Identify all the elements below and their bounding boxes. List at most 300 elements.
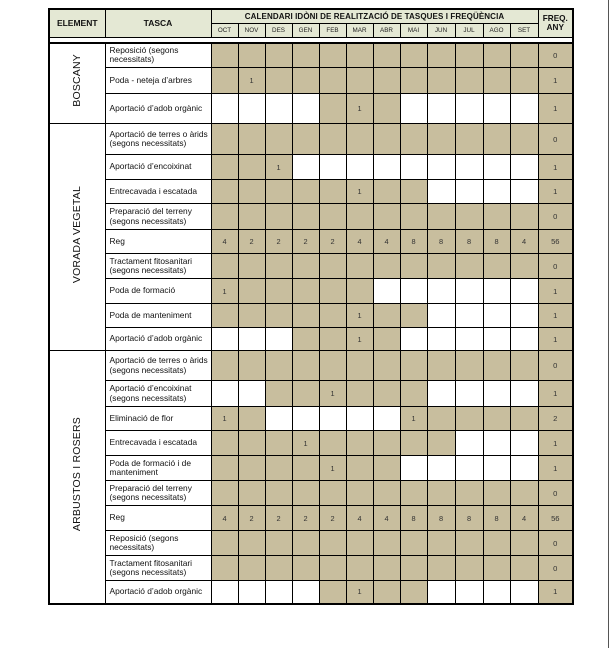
calendar-cell-abr xyxy=(373,180,400,204)
calendar-cell-gen xyxy=(292,155,319,180)
calendar-cell-nov xyxy=(238,304,265,328)
calendar-cell-jun xyxy=(427,351,455,381)
calendar-cell-gen xyxy=(292,304,319,328)
calendar-cell-feb xyxy=(319,43,346,68)
calendar-cell-feb: 2 xyxy=(319,506,346,531)
calendar-cell-mai xyxy=(400,456,427,481)
task-name: Tractament fitosanitari (segons necessitats) xyxy=(105,556,211,581)
annual-frequency: 1 xyxy=(538,581,573,604)
task-row xyxy=(49,304,573,328)
annual-frequency: 1 xyxy=(538,381,573,407)
calendar-cell-nov xyxy=(238,481,265,506)
annual-frequency: 0 xyxy=(538,124,573,155)
task-row xyxy=(49,581,573,604)
calendar-cell-mai xyxy=(400,43,427,68)
month-header-feb: FEB xyxy=(319,23,346,37)
month-header-mar: MAR xyxy=(346,23,373,37)
calendar-cell-abr xyxy=(373,279,400,304)
calendar-cell-oct xyxy=(211,124,238,155)
calendar-cell-set: 4 xyxy=(510,506,538,531)
calendar-cell-mar: 1 xyxy=(346,328,373,351)
calendar-cell-set xyxy=(510,531,538,556)
task-name: Reg xyxy=(105,506,211,531)
annual-frequency: 56 xyxy=(538,506,573,531)
calendar-cell-jun xyxy=(427,254,455,279)
calendar-cell-oct xyxy=(211,581,238,604)
calendar-cell-feb: 1 xyxy=(319,381,346,407)
calendar-cell-des xyxy=(265,381,292,407)
column-header-annual-frequency xyxy=(538,9,573,37)
calendar-cell-mai xyxy=(400,431,427,456)
calendar-cell-ago xyxy=(483,254,510,279)
annual-frequency: 0 xyxy=(538,43,573,68)
page-edge-divider xyxy=(608,0,609,648)
calendar-cell-mar: 1 xyxy=(346,180,373,204)
month-header-des: DES xyxy=(265,23,292,37)
calendar-cell-set xyxy=(510,481,538,506)
calendar-cell-jul xyxy=(455,381,483,407)
calendar-cell-mai xyxy=(400,204,427,230)
calendar-cell-nov xyxy=(238,328,265,351)
task-name: Aportació d’encoixinat (segons necessitats) xyxy=(105,381,211,407)
task-row xyxy=(49,254,573,279)
calendar-cell-jun xyxy=(427,531,455,556)
calendar-cell-jul xyxy=(455,531,483,556)
task-row xyxy=(49,230,573,254)
calendar-cell-ago xyxy=(483,407,510,431)
calendar-cell-jul xyxy=(455,180,483,204)
calendar-cell-mar xyxy=(346,431,373,456)
calendar-cell-abr xyxy=(373,581,400,604)
calendar-cell-nov xyxy=(238,431,265,456)
annual-frequency: 0 xyxy=(538,556,573,581)
calendar-cell-des xyxy=(265,204,292,230)
calendar-cell-jul xyxy=(455,204,483,230)
calendar-cell-abr xyxy=(373,456,400,481)
calendar-cell-jul xyxy=(455,351,483,381)
calendar-cell-des: 2 xyxy=(265,230,292,254)
calendar-cell-jun xyxy=(427,68,455,94)
element-group-cell xyxy=(49,43,105,124)
calendar-cell-nov: 1 xyxy=(238,68,265,94)
calendar-cell-mai xyxy=(400,481,427,506)
calendar-cell-oct xyxy=(211,304,238,328)
calendar-cell-mar xyxy=(346,43,373,68)
calendar-cell-gen xyxy=(292,407,319,431)
calendar-cell-feb xyxy=(319,481,346,506)
calendar-cell-abr: 4 xyxy=(373,230,400,254)
calendar-cell-nov xyxy=(238,531,265,556)
calendar-cell-mai xyxy=(400,531,427,556)
calendar-cell-ago xyxy=(483,328,510,351)
header-row-title xyxy=(49,9,573,23)
calendar-cell-feb xyxy=(319,351,346,381)
calendar-cell-set xyxy=(510,351,538,381)
calendar-cell-set xyxy=(510,180,538,204)
calendar-cell-jul xyxy=(455,254,483,279)
annual-frequency: 1 xyxy=(538,431,573,456)
calendar-cell-jun xyxy=(427,481,455,506)
task-name: Eliminació de flor xyxy=(105,407,211,431)
calendar-title: CALENDARI IDÒNI DE REALITZACIÓ DE TASQUES I FREQÜÈNCIA xyxy=(211,9,538,23)
calendar-cell-jun xyxy=(427,456,455,481)
calendar-cell-feb xyxy=(319,155,346,180)
calendar-cell-set xyxy=(510,581,538,604)
calendar-cell-gen: 2 xyxy=(292,230,319,254)
calendar-cell-oct xyxy=(211,431,238,456)
calendar-cell-des xyxy=(265,180,292,204)
calendar-cell-mar xyxy=(346,68,373,94)
task-name: Poda de manteniment xyxy=(105,304,211,328)
calendar-cell-gen xyxy=(292,351,319,381)
calendar-cell-oct xyxy=(211,94,238,124)
month-header-set: SET xyxy=(510,23,538,37)
month-header-jul: JUL xyxy=(455,23,483,37)
calendar-cell-jul: 8 xyxy=(455,506,483,531)
calendar-cell-mar xyxy=(346,381,373,407)
calendar-cell-mar xyxy=(346,124,373,155)
task-name: Preparació del terreny (segons necessitats) xyxy=(105,481,211,506)
calendar-cell-feb xyxy=(319,124,346,155)
task-name: Aportació d’adob orgànic xyxy=(105,581,211,604)
calendar-cell-des xyxy=(265,431,292,456)
calendar-cell-ago xyxy=(483,304,510,328)
task-name: Tractament fitosanitari (segons necessitats) xyxy=(105,254,211,279)
calendar-cell-nov xyxy=(238,43,265,68)
annual-frequency: 1 xyxy=(538,180,573,204)
task-row xyxy=(49,94,573,124)
calendar-cell-set xyxy=(510,407,538,431)
task-name: Reposició (segons necessitats) xyxy=(105,43,211,68)
calendar-cell-abr xyxy=(373,304,400,328)
element-group-label: ARBUSTOS I ROSERS xyxy=(71,417,84,532)
calendar-cell-gen xyxy=(292,68,319,94)
calendar-cell-abr xyxy=(373,556,400,581)
calendar-cell-ago xyxy=(483,431,510,456)
calendar-cell-gen: 1 xyxy=(292,431,319,456)
calendar-cell-abr xyxy=(373,481,400,506)
element-group-label: BOSCANY xyxy=(71,54,84,108)
calendar-cell-ago xyxy=(483,456,510,481)
calendar-cell-jul xyxy=(455,407,483,431)
calendar-cell-gen xyxy=(292,531,319,556)
calendar-cell-abr xyxy=(373,351,400,381)
calendar-cell-mar xyxy=(346,481,373,506)
month-header-ago: AGO xyxy=(483,23,510,37)
calendar-cell-des: 1 xyxy=(265,155,292,180)
annual-frequency: 1 xyxy=(538,456,573,481)
calendar-cell-des: 2 xyxy=(265,506,292,531)
task-name: Poda - neteja d’arbres xyxy=(105,68,211,94)
month-header-mai: MAI xyxy=(400,23,427,37)
calendar-cell-set xyxy=(510,456,538,481)
annual-frequency: 1 xyxy=(538,94,573,124)
calendar-cell-ago xyxy=(483,43,510,68)
calendar-cell-ago: 8 xyxy=(483,230,510,254)
column-header-task: TASCA xyxy=(105,9,211,37)
calendar-cell-set xyxy=(510,381,538,407)
calendar-cell-set xyxy=(510,279,538,304)
calendar-cell-jun xyxy=(427,381,455,407)
annual-frequency: 0 xyxy=(538,254,573,279)
calendar-cell-ago xyxy=(483,279,510,304)
calendar-cell-gen xyxy=(292,456,319,481)
calendar-cell-des xyxy=(265,351,292,381)
task-row xyxy=(49,351,573,381)
task-row xyxy=(49,68,573,94)
calendar-cell-set xyxy=(510,155,538,180)
calendar-cell-nov xyxy=(238,94,265,124)
calendar-cell-oct xyxy=(211,43,238,68)
calendar-cell-nov xyxy=(238,581,265,604)
calendar-cell-oct xyxy=(211,180,238,204)
calendar-cell-mar xyxy=(346,407,373,431)
calendar-cell-jun xyxy=(427,155,455,180)
annual-frequency: 56 xyxy=(538,230,573,254)
calendar-cell-ago xyxy=(483,204,510,230)
calendar-cell-mar xyxy=(346,155,373,180)
calendar-cell-abr xyxy=(373,381,400,407)
task-row xyxy=(49,431,573,456)
calendar-cell-oct xyxy=(211,456,238,481)
calendar-cell-jun xyxy=(427,43,455,68)
calendar-cell-abr xyxy=(373,531,400,556)
task-row xyxy=(49,279,573,304)
calendar-cell-ago xyxy=(483,68,510,94)
month-header-nov: NOV xyxy=(238,23,265,37)
task-name: Preparació del terreny (segons necessitats) xyxy=(105,204,211,230)
calendar-cell-des xyxy=(265,328,292,351)
calendar-cell-mai xyxy=(400,68,427,94)
calendar-cell-abr xyxy=(373,407,400,431)
freq-header-line1: FREQ. xyxy=(542,14,568,24)
calendar-cell-des xyxy=(265,68,292,94)
calendar-cell-abr xyxy=(373,155,400,180)
calendar-cell-mai xyxy=(400,180,427,204)
calendar-cell-mai xyxy=(400,279,427,304)
calendar-cell-jun xyxy=(427,431,455,456)
calendar-cell-nov xyxy=(238,204,265,230)
task-row xyxy=(49,481,573,506)
month-header-jun: JUN xyxy=(427,23,455,37)
calendar-cell-ago xyxy=(483,381,510,407)
calendar-cell-mar xyxy=(346,279,373,304)
calendar-cell-feb xyxy=(319,204,346,230)
task-row xyxy=(49,43,573,68)
calendar-cell-oct: 1 xyxy=(211,407,238,431)
calendar-cell-feb xyxy=(319,407,346,431)
calendar-cell-feb xyxy=(319,556,346,581)
calendar-cell-set xyxy=(510,328,538,351)
calendar-cell-gen xyxy=(292,328,319,351)
calendar-cell-abr xyxy=(373,328,400,351)
calendar-cell-ago xyxy=(483,94,510,124)
calendar-cell-jul: 8 xyxy=(455,230,483,254)
task-row xyxy=(49,204,573,230)
maintenance-schedule-table xyxy=(48,8,574,605)
calendar-cell-nov: 2 xyxy=(238,230,265,254)
calendar-cell-feb: 2 xyxy=(319,230,346,254)
calendar-cell-abr xyxy=(373,204,400,230)
calendar-cell-gen xyxy=(292,204,319,230)
calendar-cell-des xyxy=(265,94,292,124)
calendar-cell-mar: 1 xyxy=(346,304,373,328)
annual-frequency: 1 xyxy=(538,279,573,304)
calendar-cell-set: 4 xyxy=(510,230,538,254)
calendar-cell-feb xyxy=(319,328,346,351)
calendar-cell-jul xyxy=(455,43,483,68)
calendar-cell-mai xyxy=(400,328,427,351)
calendar-cell-oct xyxy=(211,481,238,506)
annual-frequency: 0 xyxy=(538,531,573,556)
calendar-cell-ago xyxy=(483,180,510,204)
calendar-cell-oct: 4 xyxy=(211,230,238,254)
calendar-cell-nov xyxy=(238,180,265,204)
calendar-cell-des xyxy=(265,254,292,279)
calendar-cell-jun xyxy=(427,94,455,124)
calendar-cell-mai xyxy=(400,556,427,581)
calendar-cell-feb xyxy=(319,94,346,124)
calendar-cell-mai xyxy=(400,351,427,381)
calendar-cell-mar: 1 xyxy=(346,581,373,604)
calendar-cell-gen xyxy=(292,381,319,407)
calendar-cell-jul xyxy=(455,328,483,351)
task-name: Reposició (segons necessitats) xyxy=(105,531,211,556)
calendar-cell-set xyxy=(510,556,538,581)
calendar-cell-oct xyxy=(211,155,238,180)
calendar-cell-oct xyxy=(211,351,238,381)
calendar-cell-set xyxy=(510,204,538,230)
calendar-cell-oct xyxy=(211,328,238,351)
task-row xyxy=(49,381,573,407)
calendar-cell-jun: 8 xyxy=(427,506,455,531)
calendar-cell-mai xyxy=(400,124,427,155)
calendar-cell-gen xyxy=(292,124,319,155)
calendar-cell-feb xyxy=(319,531,346,556)
task-row xyxy=(49,180,573,204)
calendar-cell-des xyxy=(265,556,292,581)
calendar-cell-mai xyxy=(400,304,427,328)
task-name: Aportació d’adob orgànic xyxy=(105,94,211,124)
calendar-cell-mar xyxy=(346,351,373,381)
calendar-cell-jun xyxy=(427,204,455,230)
calendar-cell-set xyxy=(510,304,538,328)
calendar-cell-set xyxy=(510,431,538,456)
calendar-cell-gen xyxy=(292,254,319,279)
calendar-cell-feb xyxy=(319,581,346,604)
annual-frequency: 0 xyxy=(538,481,573,506)
task-row xyxy=(49,407,573,431)
task-row xyxy=(49,456,573,481)
task-name: Aportació d’encoixinat xyxy=(105,155,211,180)
task-name: Aportació d’adob orgànic xyxy=(105,328,211,351)
element-group-cell xyxy=(49,351,105,604)
calendar-cell-abr xyxy=(373,254,400,279)
annual-frequency: 0 xyxy=(538,351,573,381)
calendar-cell-mai xyxy=(400,581,427,604)
calendar-cell-oct xyxy=(211,556,238,581)
calendar-cell-nov: 2 xyxy=(238,506,265,531)
calendar-cell-mai xyxy=(400,155,427,180)
calendar-cell-gen xyxy=(292,43,319,68)
calendar-cell-des xyxy=(265,481,292,506)
calendar-cell-nov xyxy=(238,456,265,481)
month-header-oct: OCT xyxy=(211,23,238,37)
calendar-cell-jun xyxy=(427,124,455,155)
freq-header-line2: ANY xyxy=(546,23,564,33)
calendar-cell-ago xyxy=(483,155,510,180)
calendar-cell-abr xyxy=(373,68,400,94)
calendar-cell-set xyxy=(510,43,538,68)
annual-frequency: 1 xyxy=(538,68,573,94)
task-row xyxy=(49,155,573,180)
calendar-cell-jul xyxy=(455,304,483,328)
calendar-cell-mai xyxy=(400,254,427,279)
calendar-cell-jul xyxy=(455,556,483,581)
calendar-cell-nov xyxy=(238,556,265,581)
calendar-cell-des xyxy=(265,456,292,481)
task-row xyxy=(49,531,573,556)
calendar-cell-mar: 4 xyxy=(346,506,373,531)
task-name: Poda de formació xyxy=(105,279,211,304)
calendar-cell-des xyxy=(265,304,292,328)
calendar-cell-set xyxy=(510,124,538,155)
task-name: Aportació de terres o àrids (segons necessitats) xyxy=(105,124,211,155)
calendar-cell-des xyxy=(265,581,292,604)
calendar-cell-gen xyxy=(292,94,319,124)
calendar-cell-jun xyxy=(427,328,455,351)
calendar-cell-ago xyxy=(483,124,510,155)
calendar-cell-oct xyxy=(211,68,238,94)
calendar-cell-feb xyxy=(319,279,346,304)
calendar-cell-jun xyxy=(427,407,455,431)
calendar-cell-mar xyxy=(346,456,373,481)
calendar-cell-nov xyxy=(238,351,265,381)
calendar-cell-mar: 1 xyxy=(346,94,373,124)
calendar-cell-jun xyxy=(427,279,455,304)
calendar-cell-jul xyxy=(455,456,483,481)
calendar-cell-jul xyxy=(455,68,483,94)
calendar-cell-nov xyxy=(238,279,265,304)
calendar-cell-des xyxy=(265,124,292,155)
annual-frequency: 1 xyxy=(538,155,573,180)
calendar-cell-jul xyxy=(455,279,483,304)
calendar-cell-abr xyxy=(373,43,400,68)
calendar-cell-jun: 8 xyxy=(427,230,455,254)
calendar-cell-nov xyxy=(238,407,265,431)
task-row xyxy=(49,506,573,531)
task-name: Entrecavada i escatada xyxy=(105,431,211,456)
task-name: Entrecavada i escatada xyxy=(105,180,211,204)
calendar-cell-oct xyxy=(211,204,238,230)
calendar-cell-feb xyxy=(319,431,346,456)
calendar-cell-ago xyxy=(483,351,510,381)
task-name: Reg xyxy=(105,230,211,254)
calendar-cell-nov xyxy=(238,254,265,279)
calendar-cell-mar: 4 xyxy=(346,230,373,254)
calendar-cell-mai: 8 xyxy=(400,230,427,254)
calendar-cell-ago xyxy=(483,481,510,506)
calendar-cell-jul xyxy=(455,155,483,180)
calendar-cell-gen xyxy=(292,581,319,604)
month-header-gen: GEN xyxy=(292,23,319,37)
calendar-cell-nov xyxy=(238,155,265,180)
calendar-cell-jul xyxy=(455,124,483,155)
calendar-cell-gen xyxy=(292,279,319,304)
calendar-cell-mar xyxy=(346,556,373,581)
calendar-cell-des xyxy=(265,43,292,68)
calendar-cell-oct: 4 xyxy=(211,506,238,531)
